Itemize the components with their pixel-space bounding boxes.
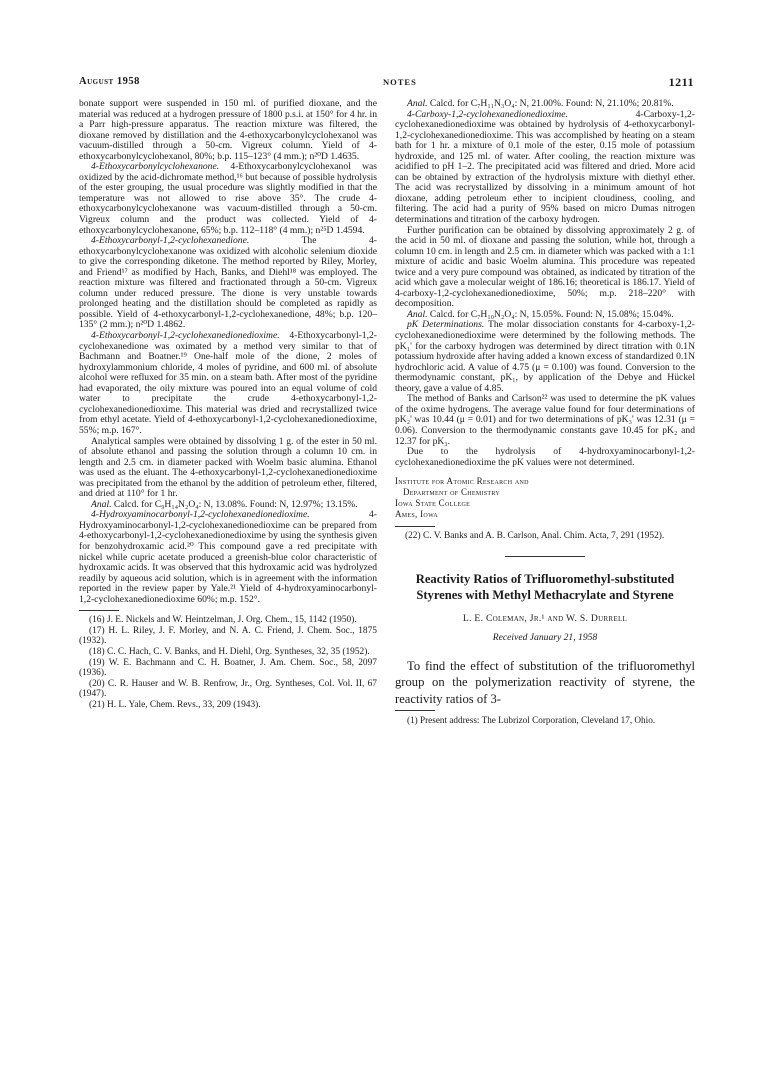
footnote: (1) Present address: The Lubrizol Corporation, Cleveland 17, Ohio.	[407, 715, 656, 726]
paragraph: The method of Banks and Carlson²² was used to determine the pK values of the oxime hydrogens. The average value found for four determinations of pK₂' was 10.44 (μ = 0.01) and for two determinations of pK₃' was 12.31 (μ = 0.06). Conversion to the thermodynamic constants gave 10.45 for pK₂ and 12.37 for pK₃.	[395, 393, 695, 447]
paragraph-text: Calcd. for C₉H₁₄N₂O₄: N, 13.08%. Found: N, 12.97%; 13.15%.	[111, 498, 358, 510]
reference-list	[79, 615, 377, 710]
paragraph-text: Calcd. for C₇H₁₁N₃O₄: N, 21.00%. Found: N, 21.10%; 20.81%.	[427, 98, 674, 109]
address-line: Department of Chemistry	[403, 487, 500, 498]
paragraph-heading: 4-Hydroxyaminocarbonyl-1,2-cyclohexanedionedioxime.	[91, 509, 310, 521]
right-column	[395, 99, 695, 726]
address-line: Iowa State College	[395, 498, 471, 509]
paragraph-heading: pK Determinations.	[407, 319, 485, 331]
article-intro: To find the effect of substitution of the trifluoromethyl group on the polymerization reactivity of styrene, the reactivity ratios of 3-	[395, 658, 695, 706]
paragraph: Analytical samples were obtained by dissolving 1 g. of the ester in 50 ml. of absolute ethanol and passing the solution through a column 10 cm. in length and 2.5 cm. in diameter packed with Woelm basic alumina. Ethanol was used as the eluant. The 4-ethoxycarbonyl-1,2-cyclohexanedionedioxime was precipitated from the ethanol by the addition of petroleum ether, filtered, and dried at 110° for 1 hr.	[79, 435, 377, 500]
reference-17: (17) H. L. Riley, J. F. Morley, and N. A. C. Friend, J. Chem. Soc., 1875 (1932).	[79, 625, 377, 647]
reference-19: (19) W. E. Bachmann and C. H. Boatner, J. Am. Chem. Soc., 58, 2097 (1936).	[79, 657, 377, 679]
paragraph-text: The 4-ethoxycarbonylcyclohexanone was oxidized with alcoholic selenium dioxide to give the corresponding diketone. The method reported by Riley, Morley, and Friend¹⁷ as modified by Hach, Banks, and Diehl¹⁸ was employed. The reaction mixture was filtered and fractionated through a 50-cm. Vigreux column under reduced pressure. The dione is very unstable towards prolonged heating and the distillation should be completed as rapidly as possible. Yield of 4-ethoxycarbonyl-1,2-cyclohexanedione, 48%; b.p. 120–135° (2 mm.); n²⁰D 1.4862.	[79, 235, 377, 331]
paragraph	[79, 331, 377, 436]
page-number: 1211	[668, 75, 694, 89]
paragraph-heading: 4-Ethoxycarbonyl-1,2-cyclohexanedione.	[91, 235, 250, 247]
paragraph: Further purification can be obtained by dissolving approximately 2 g. of the acid in 50 ml. of dioxane and passing the solution, while hot, through a column 10 cm. in length and 2.5 cm. in diameter which was packed with a 1:1 mixture of acidic and basic Woelm alumina. This procedure was repeated twice and a very pure compound was obtained, as indicated by titration of the acid which gave a molecular weight of 186.16; theoretical is 186.17. Yield of 4-carboxy-1,2-cyclohexanedionedioxime, 50%; m.p. 218–220° with decomposition.	[395, 224, 695, 310]
paragraph	[79, 236, 377, 331]
paragraph-heading: Anal.	[91, 498, 112, 510]
reference-18: (18) C. C. Hach, C. V. Banks, and H. Diehl, Org. Syntheses, 32, 35 (1952).	[89, 647, 370, 658]
institution-address	[395, 476, 695, 520]
paragraph: Due to the hydrolysis of 4-hydroxyaminocarbonyl-1,2-cyclohexanedionedioxime the pK values were not determined.	[395, 446, 695, 468]
left-column	[79, 99, 377, 711]
paragraph-text: The molar dissociation constants for 4-carboxy-1,2-cyclohexanedionedioxime were determined by the following methods. The pK₁' for the carboxy hydrogen was determined by direct titration with 0.1N potassium hydroxide after having added a known excess of standardized 0.1N hydrochloric acid. A value of 4.75 (μ = 0.100) was found. Conversion to the thermodynamic constant, pK₁, by application of the Debye and Hückel theory, gave a value of 4.85.	[395, 319, 695, 394]
received-date: Received January 21, 1958	[492, 632, 598, 644]
paragraph-text: 4-Ethoxycarbonylcyclohexanol was oxidized by the acid-dichromate method,¹⁶ but because of possible hydrolysis of the ester grouping, the usual procedure was slightly modified in that the temperature was not allowed to rise above 35°. The crude 4-ethoxycarbonylcyclohexanone was vacuum-distilled through a 50-cm. Vigreux column and the product was collected. Yield of 4-ethoxycarbonylcyclohexanone, 65%; b.p. 112–118° (4 mm.); n²⁵D 1.4594.	[79, 161, 377, 236]
paragraph	[395, 320, 695, 394]
address-line: Institute for Atomic Research and	[395, 476, 529, 487]
paragraph-text: Calcd. for C₇H₁₀N₂O₄: N, 15.05%. Found: N, 15.08%; 15.04%.	[427, 308, 674, 320]
article-separator	[505, 556, 585, 557]
divider	[395, 710, 435, 711]
reference-16: (16) J. E. Nickels and W. Heintzelman, J. Org. Chem., 15, 1142 (1950).	[89, 615, 357, 626]
paragraph-heading: Anal.	[407, 308, 428, 320]
divider	[395, 526, 435, 527]
paragraph-heading: 4-Carboxy-1,2-cyclohexanedionedioxime.	[407, 108, 568, 120]
paragraph: bonate support were suspended in 150 ml. of purified dioxane, and the material was reduced at a hydrogen pressure of 1800 p.s.i. at 150° for 4 hr. in a Parr high-pressure apparatus. The reaction mixture was filtered, the dioxane removed by distillation and the 4-ethoxycarbonylcyclohexanol was vacuum-distilled through a 50-cm. Vigreux column. Yield of 4-ethoxycarbonylcyclohexanol, 80%; b.p. 115–123° (4 mm.); n²⁰D 1.4635.	[79, 98, 377, 162]
paragraph-heading: 4-Ethoxycarbonylcyclohexanone.	[91, 161, 220, 173]
address-line: Ames, Iowa	[395, 509, 438, 520]
paragraph	[395, 110, 695, 226]
divider	[79, 610, 119, 611]
reference-21: (21) H. L. Yale, Chem. Revs., 33, 209 (1943).	[89, 700, 261, 710]
reference-22: (22) C. V. Banks and A. B. Carlson, Anal. Chim. Acta, 7, 291 (1952).	[405, 531, 665, 542]
article-title: Reactivity Ratios of Trifluoromethyl-substituted Styrenes with Methyl Methacrylate and Styrene	[415, 571, 675, 603]
paragraph	[79, 162, 377, 236]
running-header	[79, 76, 694, 90]
paragraph-text: 4-Hydroxyaminocarbonyl-1,2-cyclohexanedionedioxime can be prepared from 4-ethoxycarbonyl-1,2-cyclohexanedionedioxime by using the synthesis given for benzohydroxamic acid.²⁰ This compound gave a red precipitate with nickel while cupric acetate produced a greenish-blue color characteristic of hydroxamic acids. It was observed that this hydroxamic acid was hydrolyzed readily by aqueous acid solution, which is in agreement with the information reported in the review paper by Yale.²¹ Yield of 4-hydroxyaminocarbonyl-1,2-cyclohexanedionedioxime 60%; m.p. 152°.	[79, 509, 377, 605]
reference-20: (20) C. R. Hauser and W. B. Renfrow, Jr., Org. Syntheses, Col. Vol. II, 67 (1947).	[79, 678, 377, 700]
paragraph-text: 4-Ethoxycarbonyl-1,2-cyclohexanedione was oximated by a method very similar to that of Bachmann and Boatner.¹⁹ One-half mole of the dione, 2 moles of hydroxylammonium chloride, 4 moles of pyridine, and 600 ml. of absolute alcohol were refluxed for 35 min. on a steam bath. After most of the pyridine had evaporated, the oily mixture was poured into an equal volume of cold water to precipitate the crude 4-ethoxycarbonyl-1,2-cyclohexanedionedioxime. This material was dried and recrystallized twice from ethyl acetate. Yield of 4-ethoxycarbonyl-1,2-cyclohexanedionedioxime, 55%; m.p. 167°.	[79, 330, 377, 436]
header-section: NOTES	[383, 77, 417, 87]
reference-list	[395, 531, 695, 542]
header-date: August 1958	[79, 76, 140, 87]
article-authors: L. E. Coleman, Jr.¹ and W. S. Durrell	[462, 612, 628, 624]
paragraph-heading: Anal.	[407, 98, 428, 109]
paragraph-text: 4-Carboxy-1,2-cyclohexanedionedioxime was obtained by hydrolysis of 4-ethoxycarbonyl-1,2-cyclohexanedionedioxime. This was accomplished by heating on a steam bath for 1 hr. a mixture of 0.1 mole of the ester, 0.15 mole of potassium hydroxide, and 125 ml. of water. After cooling, the reaction mixture was acidified to pH 1–2. The precipitated acid was filtered and dried. More acid can be obtained by extraction of the hydrolysis mixture with diethyl ether. The acid was recrystallized by dissolving in a minimum amount of hot dioxane, adding petroleum ether to incipient cloudiness, cooling, and filtering. The acid had a purity of 95% based on micro Dumas nitrogen determinations and titration of the carboxy hydrogen.	[395, 108, 695, 226]
paragraph	[79, 510, 377, 605]
paragraph-heading: 4-Ethoxycarbonyl-1,2-cyclohexanedionedioxime.	[91, 330, 280, 342]
